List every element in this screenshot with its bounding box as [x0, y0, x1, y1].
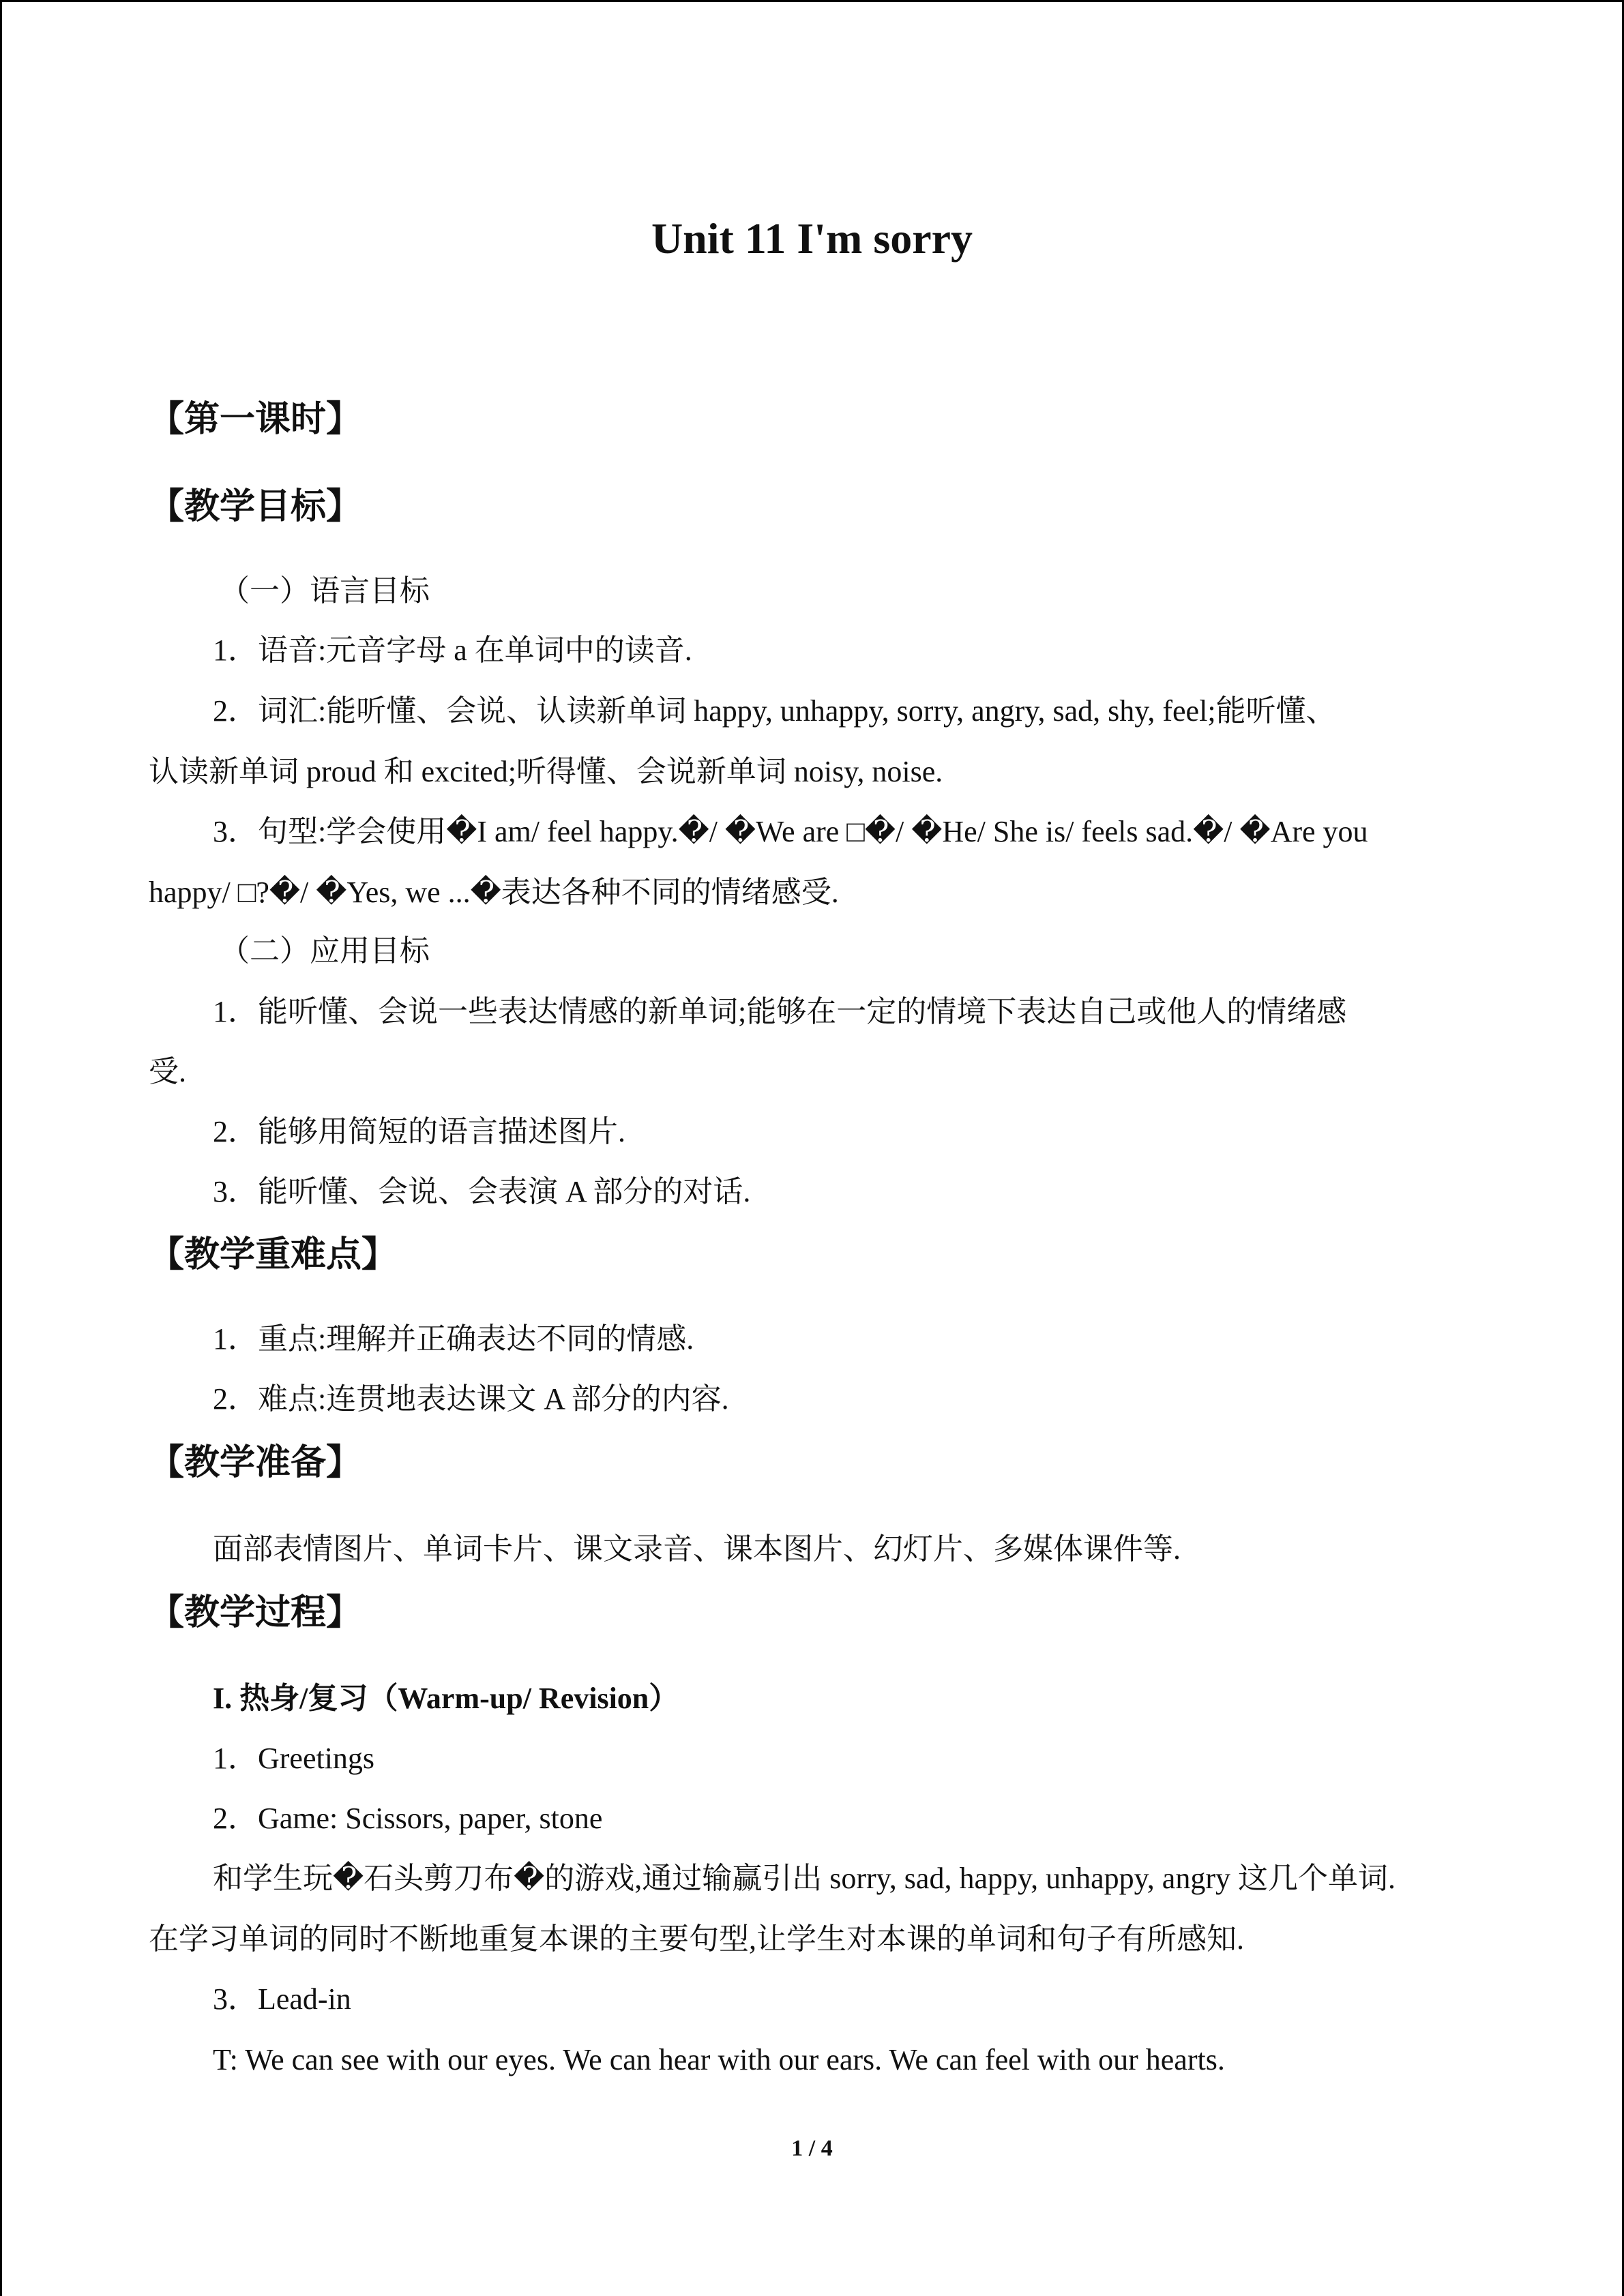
page-top-border	[0, 0, 1624, 2]
game-description-line-1: 和学生玩�石头剪刀布�的游戏,通过输赢引出 sorry, sad, happy, unhappy, angry 这几个单词.	[213, 1862, 1396, 1895]
process-step-1-heading: I. 热身/复习（Warm-up/ Revision）	[213, 1682, 679, 1715]
application-goal-heading: （二）应用目标	[220, 934, 430, 968]
game-description-line-2: 在学习单词的同时不断地重复本课的主要句型,让学生对本课的单词和句子有所感知.	[149, 1922, 1244, 1956]
preparation-text: 面部表情图片、单词卡片、课文录音、课本图片、幻灯片、多媒体课件等.	[213, 1532, 1181, 1566]
key-point-2: 2．难点:连贯地表达课文 A 部分的内容.	[213, 1382, 729, 1416]
application-goal-3: 3．能听懂、会说、会表演 A 部分的对话.	[213, 1175, 751, 1208]
language-goal-heading: （一）语言目标	[220, 574, 430, 608]
section-heading-process: 【教学过程】	[149, 1594, 362, 1632]
language-goal-1: 1．语音:元音字母 a 在单词中的读音.	[213, 633, 692, 667]
page-number: 1 / 4	[791, 2136, 833, 2161]
language-goal-3-line-2: happy/ □?�/ �Yes, we ...�表达各种不同的情绪感受.	[149, 876, 839, 909]
process-item-lead-in: 3．Lead-in	[213, 1982, 351, 2016]
document-title: Unit 11 I'm sorry	[651, 214, 973, 263]
application-goal-2: 2．能够用简短的语言描述图片.	[213, 1115, 625, 1148]
key-point-1: 1．重点:理解并正确表达不同的情感.	[213, 1322, 694, 1356]
language-goal-2-line-2: 认读新单词 proud 和 excited;听得懂、会说新单词 noisy, noise.	[149, 755, 943, 788]
language-goal-2-line-1: 2．词汇:能听懂、会说、认读新单词 happy, unhappy, sorry, angry, sad, shy, feel;能听懂、	[213, 694, 1336, 728]
lead-in-dialogue: T: We can see with our eyes. We can hear with our ears. We can feel with our hearts.	[213, 2043, 1225, 2076]
process-item-greetings: 1．Greetings	[213, 1742, 375, 1775]
section-heading-key-points: 【教学重难点】	[149, 1236, 398, 1274]
process-item-game: 2．Game: Scissors, paper, stone	[213, 1802, 603, 1835]
application-goal-1-line-1: 1．能听懂、会说一些表达情感的新单词;能够在一定的情境下表达自己或他人的情绪感	[213, 995, 1347, 1028]
language-goal-3-line-1: 3．句型:学会使用�I am/ feel happy.�/ �We are □�/ �He/ She is/ feels sad.�/ �Are you	[213, 815, 1368, 848]
section-heading-goals: 【教学目标】	[149, 488, 362, 526]
page-left-border	[0, 0, 2, 2296]
section-heading-preparation: 【教学准备】	[149, 1444, 362, 1482]
section-heading-period: 【第一课时】	[149, 400, 362, 439]
application-goal-1-line-2: 受.	[149, 1055, 186, 1088]
